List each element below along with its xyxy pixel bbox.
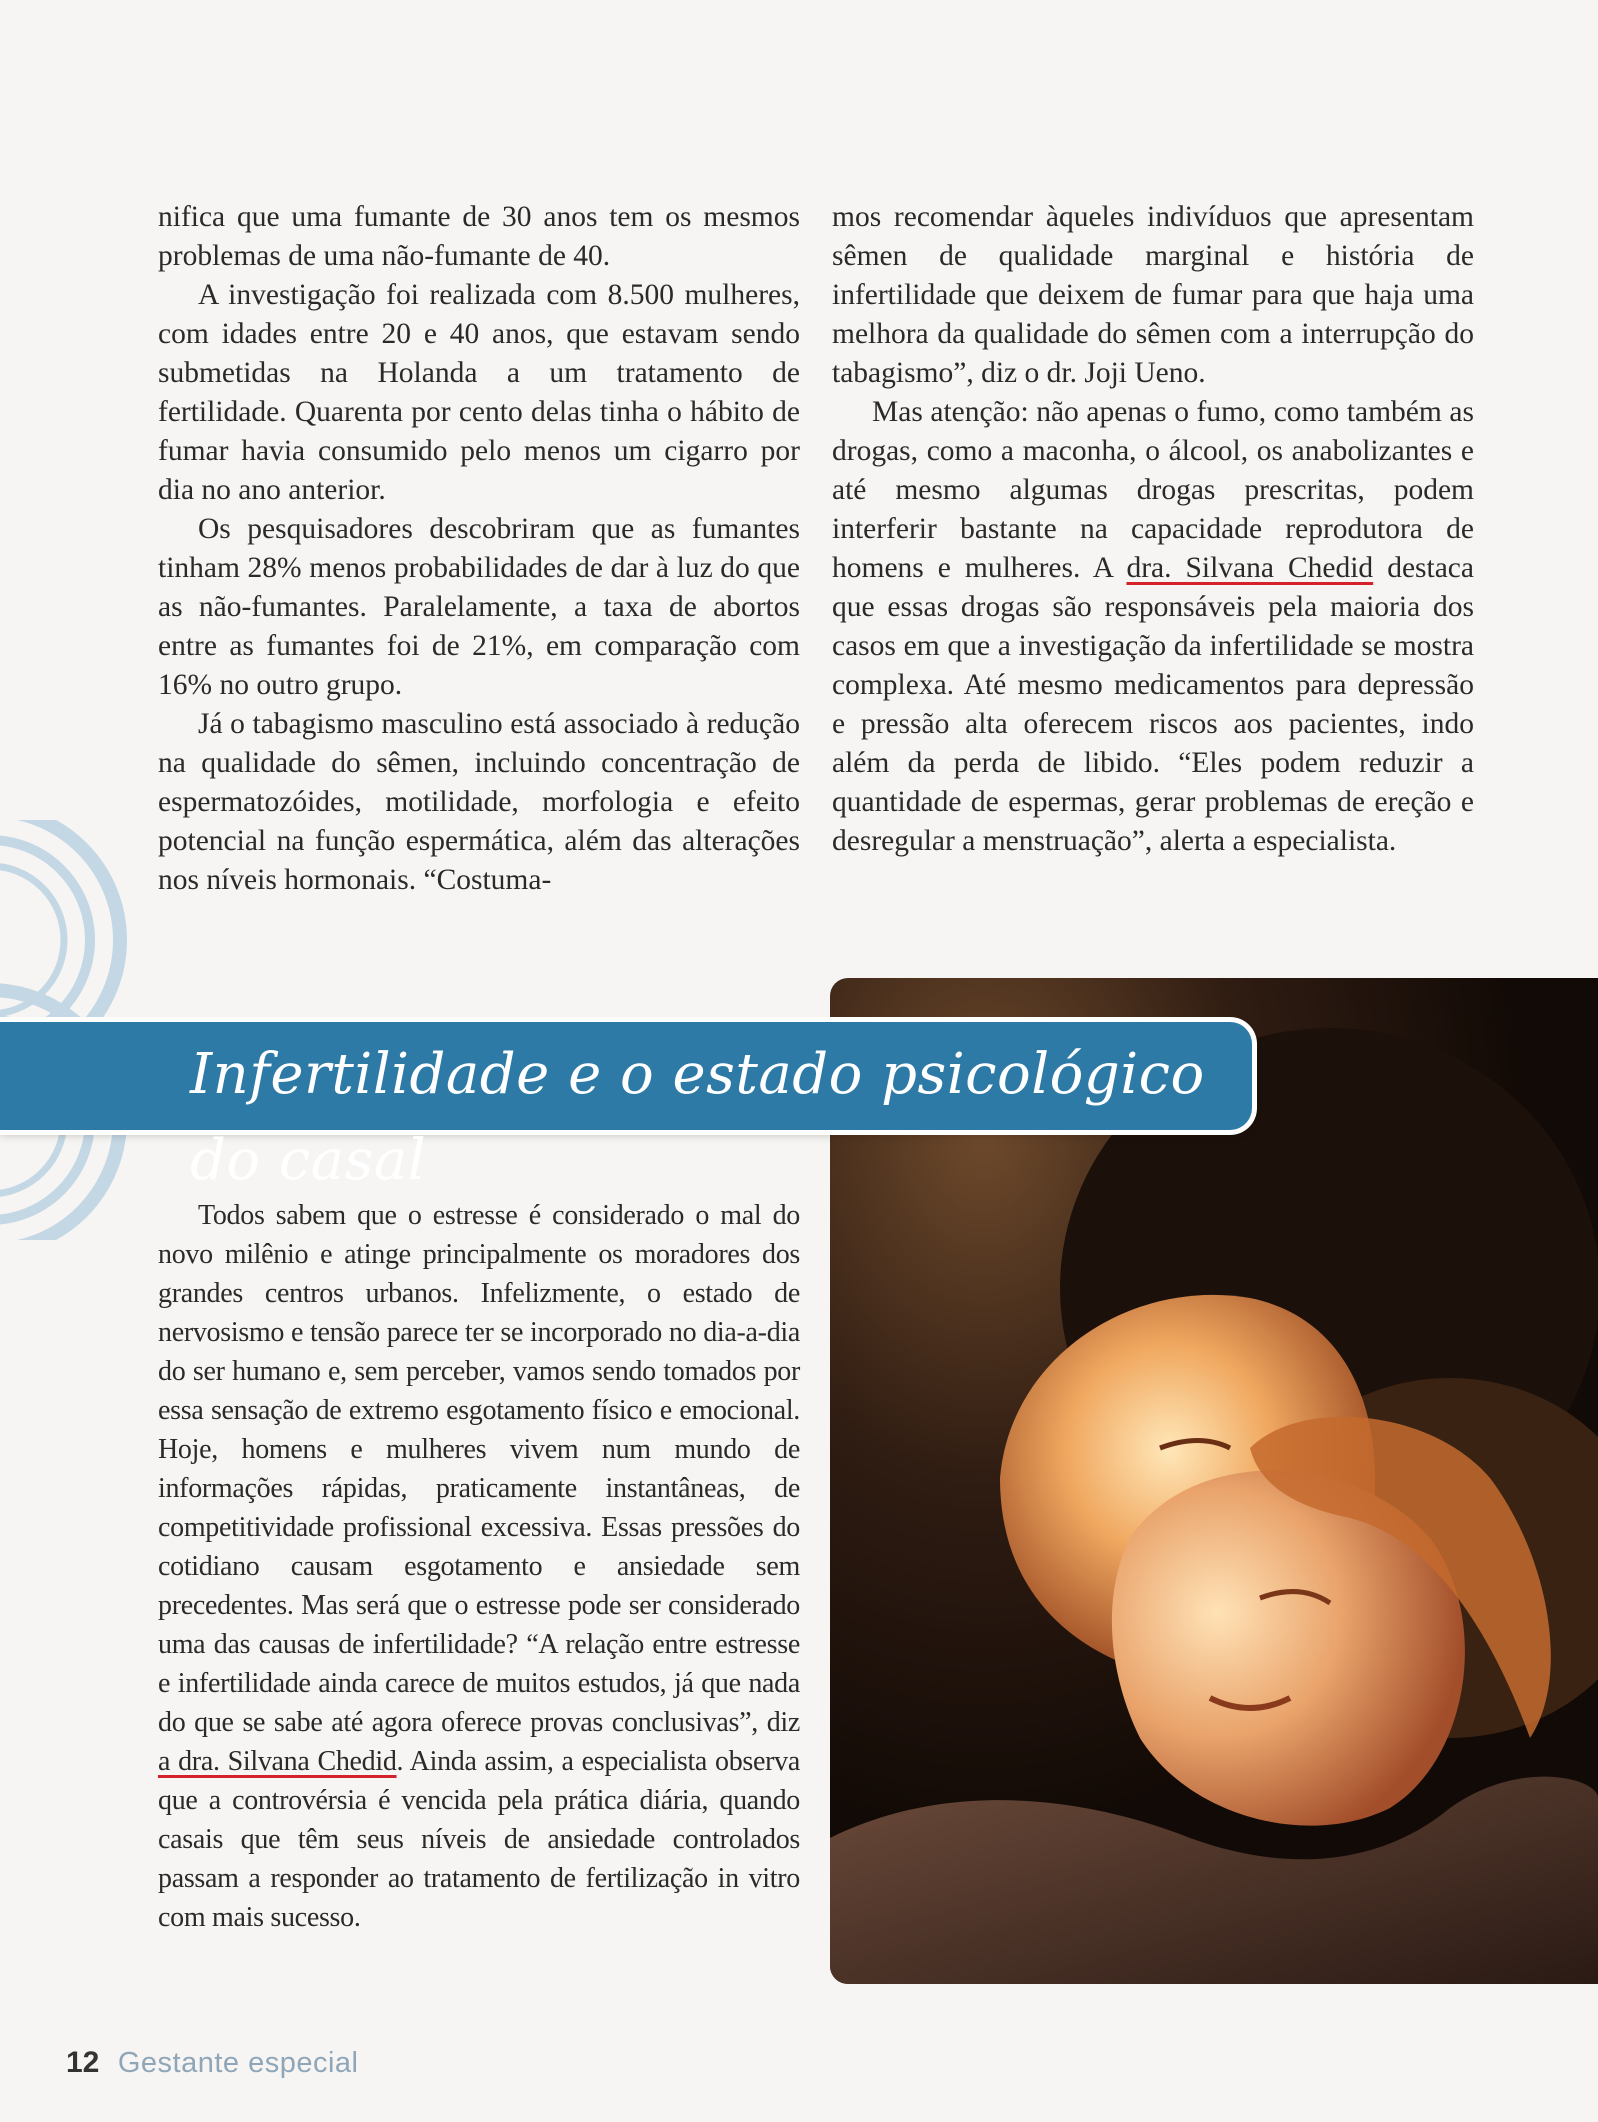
paragraph (158, 1196, 800, 1937)
article-column-bottom (158, 1196, 800, 1937)
section-banner (0, 1022, 1252, 1193)
underlined-name: a dra. Silvana Chedid (158, 1746, 397, 1777)
paragraph-text: Todos sabem que o estresse é considerado o mal do novo milênio e atinge principalmente os moradores dos grandes centros urbanos. Infelizmente, o estado de nervosismo e tensão parece ter se incorporado no dia-a-dia do ser humano e, sem perceber, vamos sendo tomados por essa sensação de extremo esgotamento físico e emocional. Hoje, homens e mulheres vivem num mundo de informações rápidas, praticamente instantâneas, de competitividade profissional excessiva. Essas pressões do cotidiano causam esgotamento e ansiedade sem precedentes. Mas será que o estresse pode ser considerado uma das causas de infertilidade? “A relação entre estresse e infertilidade ainda carece de muitos estudos, já que nada do que se sabe até agora oferece provas conclusivas”, diz (158, 1200, 800, 1738)
underlined-name: dra. Silvana Chedid (1126, 552, 1374, 584)
paragraph: nifica que uma fumante de 30 anos tem os mesmos problemas de uma não-fumante de 40. (158, 201, 800, 272)
magazine-name: Gestante especial (117, 2047, 359, 2079)
paragraph (832, 393, 1474, 861)
paragraph: Já o tabagismo masculino está associado à redução na qualidade do sêmen, incluindo concentração de espermatozóides, motilidade, morfologia e efeito potencial na função espermática, além das alterações nos níveis hormonais. “Costuma- (158, 708, 800, 896)
paragraph-text: destaca que essas drogas são responsáveis pela maioria dos casos em que a investigação da infertilidade se mostra complexa. Até mesmo medicamentos para depressão e pressão alta oferecem riscos aos pacientes, indo além da perda de libido. “Eles podem reduzir a quantidade de espermas, gerar problemas de ereção e desregular a menstruação”, alerta a especialista. (832, 552, 1474, 857)
page-number: 12 (66, 2046, 100, 2079)
paragraph: Os pesquisadores descobriram que as fumantes tinham 28% menos probabilidades de dar à luz do que as não-fumantes. Paralelamente, a taxa de abortos entre as fumantes foi de 21%, em comparação com 16% no outro grupo. (158, 513, 800, 701)
paragraph-text: . Ainda assim, a especialista observa que a controvérsia é vencida pela prática diária, quando casais que têm seus níveis de ansiedade controlados passam a responder ao tratamento de fertilização in vitro com mais sucesso. (158, 1746, 800, 1933)
section-title: Infertilidade e o estado psicológico do casal (190, 1042, 1205, 1193)
paragraph: A investigação foi realizada com 8.500 mulheres, com idades entre 20 e 40 anos, que estavam sendo submetidas na Holanda a um tratamento de fertilidade. Quarenta por cento delas tinha o hábito de fumar havia consumido pelo menos um cigarro por dia no ano anterior. (158, 279, 800, 506)
paragraph-text: Mas atenção: não apenas o fumo, como também as drogas, como a maconha, o álcool, os anabolizantes e até mesmo algumas drogas prescritas, podem interferir bastante na capacidade reprodutora de homens e mulheres. A (832, 396, 1474, 584)
article-column-left (158, 198, 800, 900)
article-column-right (832, 198, 1474, 861)
page-footer (66, 2046, 358, 2080)
paragraph: mos recomendar àqueles indivíduos que apresentam sêmen de qualidade marginal e história de infertilidade que deixem de fumar para que haja uma melhora da qualidade do sêmen com a interrupção do tabagismo”, diz o dr. Joji Ueno. (832, 201, 1474, 389)
